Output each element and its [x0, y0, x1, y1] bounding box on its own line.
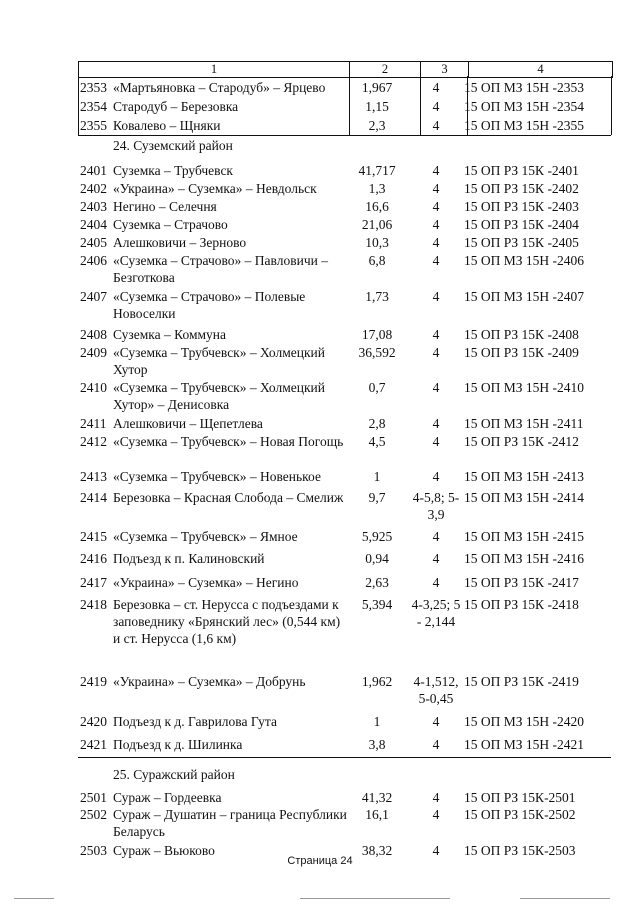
road-category: 4	[432, 714, 440, 729]
road-length: 17,08	[361, 327, 393, 342]
row-number: 2412	[80, 434, 107, 449]
row-number: 2409	[80, 345, 107, 360]
road-name: «Украина» – Суземка» – Негино	[113, 575, 299, 590]
road-code: 15 ОП МЗ 15Н -2407	[464, 289, 585, 304]
road-length: 5,394	[361, 597, 393, 612]
table-rule	[78, 757, 611, 758]
header-col-1: 1	[79, 62, 350, 77]
road-category: 4-3,25; 5 - 2,144	[411, 597, 461, 629]
road-code: 15 ОП РЗ 15К -2417	[464, 575, 579, 590]
scan-artifact	[14, 898, 54, 899]
road-code: 15 ОП РЗ 15К-2501	[464, 790, 576, 805]
road-code: 15 ОП РЗ 15К -2419	[464, 674, 579, 689]
road-category: 4	[432, 529, 440, 544]
row-number: 2414	[80, 490, 107, 505]
table-rule	[78, 135, 611, 136]
road-code: 15 ОП МЗ 15Н -2354	[464, 99, 585, 114]
road-name: Суземка – Коммуна	[113, 327, 227, 342]
row-number: 2410	[80, 380, 107, 395]
road-category: 4	[432, 380, 440, 395]
road-category: 4	[432, 737, 440, 752]
section-heading: 24. Суземский район	[113, 138, 233, 153]
road-name: Стародуб – Березовка	[113, 99, 239, 114]
row-number: 2418	[80, 597, 107, 612]
row-number: 2419	[80, 674, 107, 689]
road-name: «Суземка – Трубчевск» – Ямное	[113, 529, 298, 544]
row-number: 2415	[80, 529, 107, 544]
row-number: 2413	[80, 469, 107, 484]
road-code: 15 ОП РЗ 15К -2402	[464, 181, 579, 196]
road-name: «Мартьяновка – Стародуб» – Ярцево	[113, 80, 326, 95]
road-category: 4	[432, 163, 440, 178]
road-code: 15 ОП МЗ 15Н -2411	[464, 416, 584, 431]
row-number: 2503	[80, 843, 107, 858]
road-length: 16,6	[365, 199, 389, 214]
header-col-4: 4	[537, 62, 544, 76]
road-code: 15 ОП МЗ 15Н -2416	[464, 551, 585, 566]
section-heading: 25. Суражский район	[113, 767, 235, 782]
road-code: 15 ОП МЗ 15Н -2415	[464, 529, 585, 544]
scan-artifact	[300, 898, 450, 899]
road-name: «Суземка – Трубчевск» – Холмецкий Хутор	[113, 345, 325, 377]
road-category: 4	[432, 118, 440, 133]
road-category: 4	[432, 253, 440, 268]
road-length: 3,8	[368, 737, 386, 752]
road-name: Березовка – ст. Нерусса с подъездами к заповеднику «Брянский лес» (0,544 км) и ст. Нерусса (1,6 км)	[113, 597, 341, 646]
road-name: Алешковичи – Зерново	[113, 235, 247, 250]
road-code: 15 ОП РЗ 15К -2409	[464, 345, 579, 360]
row-number: 2501	[80, 790, 107, 805]
road-code: 15 ОП РЗ 15К -2418	[464, 597, 579, 612]
road-code: 15 ОП РЗ 15К -2412	[464, 434, 579, 449]
road-length: 16,1	[365, 807, 389, 822]
road-category: 4	[432, 551, 440, 566]
road-category: 4	[432, 345, 440, 360]
row-number: 2355	[80, 118, 107, 133]
road-code: 15 ОП РЗ 15К -2403	[464, 199, 579, 214]
road-length: 1,3	[368, 181, 386, 196]
row-number: 2406	[80, 253, 107, 268]
road-name: Подъезд к д. Гаврилова Гута	[113, 714, 277, 729]
row-number: 2421	[80, 737, 107, 752]
road-code: 15 ОП РЗ 15К -2408	[464, 327, 579, 342]
row-number: 2405	[80, 235, 107, 250]
row-number: 2502	[80, 807, 107, 822]
road-length: 0,94	[365, 551, 389, 566]
road-length: 1	[373, 469, 381, 484]
road-category: 4	[432, 235, 440, 250]
road-code: 15 ОП РЗ 15К -2401	[464, 163, 579, 178]
road-length: 2,63	[365, 575, 389, 590]
road-category: 4	[432, 327, 440, 342]
road-category: 4	[432, 807, 440, 822]
road-code: 15 ОП РЗ 15К -2404	[464, 217, 579, 232]
road-category: 4	[432, 217, 440, 232]
road-name: Суземка – Трубчевск	[113, 163, 233, 178]
road-category: 4	[432, 434, 440, 449]
road-code: 15 ОП МЗ 15Н -2353	[464, 80, 585, 95]
road-name: «Украина» – Суземка» – Невдольск	[113, 181, 317, 196]
row-number: 2411	[80, 416, 107, 431]
road-code: 15 ОП МЗ 15Н -2421	[464, 737, 585, 752]
road-category: 4	[432, 790, 440, 805]
road-name: «Украина» – Суземка» – Добрунь	[113, 674, 306, 689]
road-length: 1,962	[361, 674, 393, 689]
header-col-2: 2	[350, 62, 421, 77]
row-number: 2402	[80, 181, 107, 196]
row-number: 2420	[80, 714, 107, 729]
road-code: 15 ОП МЗ 15Н -2406	[464, 253, 585, 268]
road-code: 15 ОП МЗ 15Н -2355	[464, 118, 585, 133]
road-name: «Суземка – Трубчевск» – Новенькое	[113, 469, 321, 484]
road-length: 1,73	[365, 289, 389, 304]
road-name: Ковалево – Щняки	[113, 118, 221, 133]
road-name: Подъезд к п. Калиновский	[113, 551, 265, 566]
road-name: Подъезд к д. Шилинка	[113, 737, 243, 752]
road-category: 4	[432, 416, 440, 431]
table-header	[78, 61, 613, 78]
road-code: 15 ОП РЗ 15К-2503	[464, 843, 576, 858]
road-length: 41,717	[358, 163, 396, 178]
road-code: 15 ОП РЗ 15К -2405	[464, 235, 579, 250]
road-category: 4	[432, 843, 440, 858]
road-category: 4-1,512, 5-0,45	[413, 674, 459, 706]
road-code: 15 ОП МЗ 15Н -2410	[464, 380, 585, 395]
row-number: 2401	[80, 163, 107, 178]
row-number: 2403	[80, 199, 107, 214]
road-code: 15 ОП МЗ 15Н -2413	[464, 469, 585, 484]
road-length: 38,32	[361, 843, 393, 858]
row-number: 2408	[80, 327, 107, 342]
scan-artifact	[520, 898, 610, 899]
road-length: 1	[373, 714, 381, 729]
road-name: Сураж – Гордеевка	[113, 790, 222, 805]
road-name: Березовка – Красная Слобода – Смелиж	[113, 490, 344, 505]
road-code: 15 ОП МЗ 15Н -2414	[464, 490, 585, 505]
road-category: 4-5,8; 5-3,9	[412, 490, 460, 522]
row-number: 2353	[80, 80, 107, 95]
road-length: 5,925	[361, 529, 393, 544]
road-length: 2,3	[368, 118, 386, 133]
road-category: 4	[432, 181, 440, 196]
road-length: 4,5	[368, 434, 386, 449]
road-name: Алешковичи – Щепетлева	[113, 416, 263, 431]
road-code: 15 ОП РЗ 15К-2502	[464, 807, 576, 822]
row-number: 2407	[80, 289, 107, 304]
road-category: 4	[432, 469, 440, 484]
road-name: «Суземка – Трубчевск» – Новая Погощь	[113, 434, 344, 449]
road-length: 10,3	[365, 235, 389, 250]
road-length: 1,15	[365, 99, 389, 114]
road-name: Сураж – Душатин – граница Республики Беларусь	[113, 807, 347, 839]
road-category: 4	[432, 199, 440, 214]
road-code: 15 ОП МЗ 15Н -2420	[464, 714, 585, 729]
road-length: 21,06	[361, 217, 393, 232]
row-number: 2404	[80, 217, 107, 232]
road-length: 1,967	[361, 80, 393, 95]
row-number: 2416	[80, 551, 107, 566]
road-category: 4	[432, 99, 440, 114]
road-category: 4	[432, 80, 440, 95]
road-category: 4	[432, 575, 440, 590]
road-length: 9,7	[368, 490, 386, 505]
road-length: 41,32	[361, 790, 393, 805]
road-name: Сураж – Вьюково	[113, 843, 215, 858]
road-name: Негино – Селечня	[113, 199, 217, 214]
row-number: 2417	[80, 575, 107, 590]
road-length: 2,8	[368, 416, 386, 431]
road-length: 6,8	[368, 253, 386, 268]
road-length: 0,7	[368, 380, 386, 395]
road-category: 4	[432, 289, 440, 304]
road-length: 36,592	[358, 345, 396, 360]
page-number: Страница 24	[287, 855, 353, 867]
road-name: «Суземка – Страчово» – Полевые Новоселки	[113, 289, 306, 321]
grid-line	[78, 76, 79, 135]
road-name: Суземка – Страчово	[113, 217, 228, 232]
road-name: «Суземка – Трубчевск» – Холмецкий Хутор» – Денисовка	[113, 380, 325, 412]
header-col-3: 3	[421, 62, 469, 77]
road-name: «Суземка – Страчово» – Павловичи – Безготкова	[113, 253, 328, 285]
row-number: 2354	[80, 99, 107, 114]
